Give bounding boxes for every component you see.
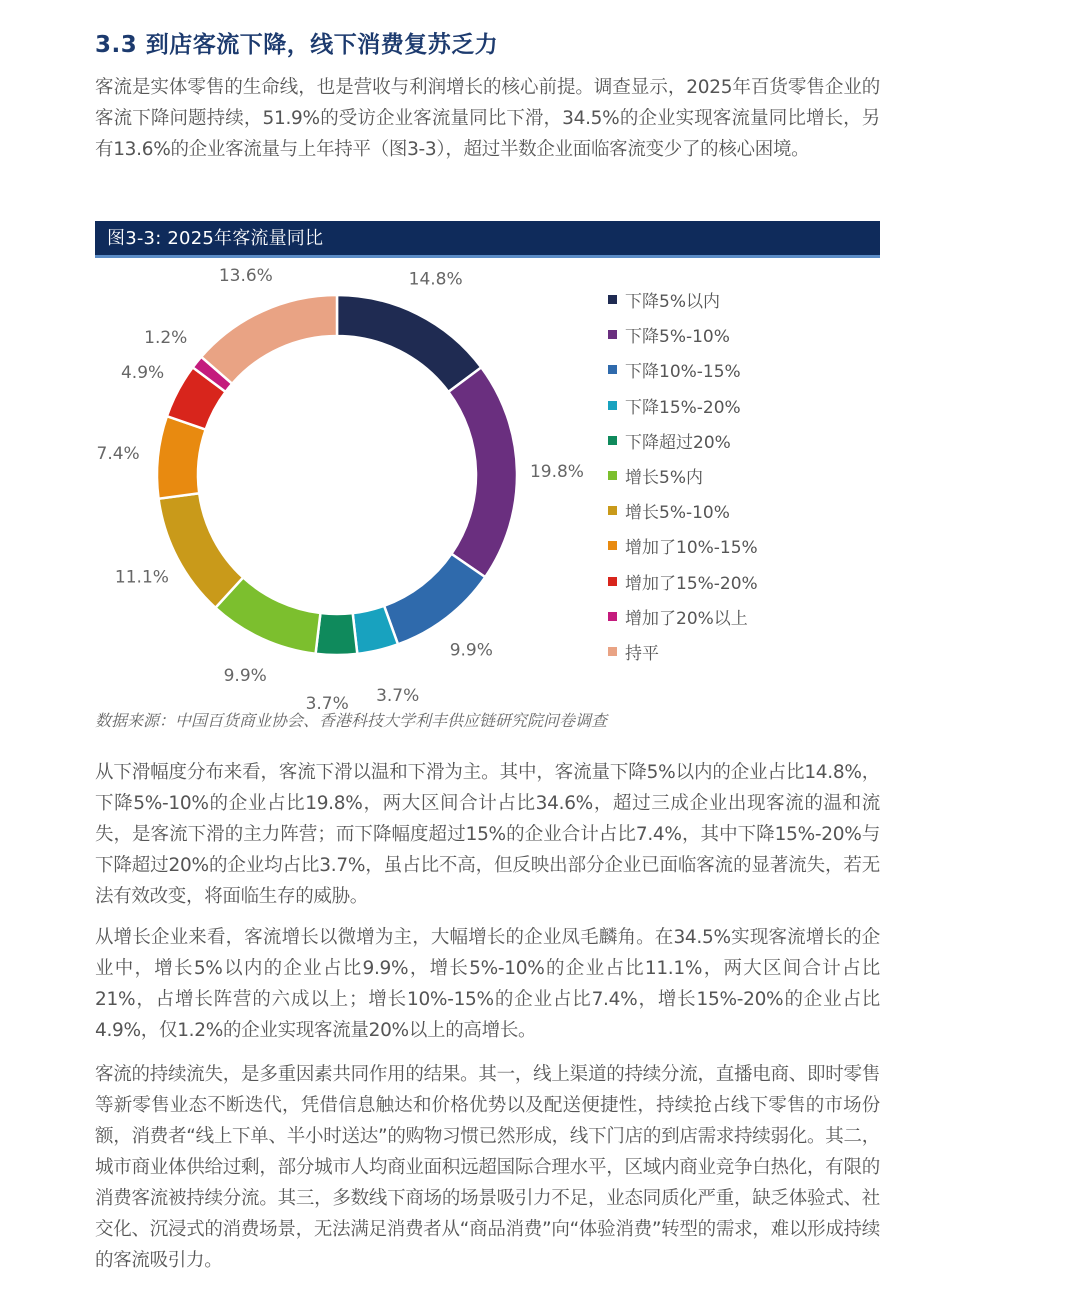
slice-label-7: 11.1%: [114, 567, 169, 588]
slice-label-10: 1.2%: [144, 327, 188, 348]
causes-paragraph: 客流的持续流失，是多重因素共同作用的结果。其一，线上渠道的持续分流，直播电商、即时零售等新零售业态不断迭代，凭借信息触达和价格优势以及配送便捷性，持续抢占线下零售的市场份额，消费者“线上下单、半小时送达”的购物习惯已然形成，线下门店的到店需求持续弱化。其二，城市商业体供给过剩，部分城市人均商业面积远超国际合理水平，区域内商业竞争白热化，有限的消费客流被持续分流。其三，多数线下商场的场景吸引力不足，业态同质化严重，缺乏体验式、社交化、沉浸式的消费场景，无法满足消费者从“商品消费”向“体验消费”转型的需求，难以形成持续的客流吸引力。: [95, 1064, 880, 1271]
legend-swatch: [608, 436, 617, 445]
donut-slice-3: [384, 554, 485, 645]
legend-label: 增加了10%-15%: [625, 538, 758, 559]
legend-label: 下降5%以内: [625, 292, 720, 313]
figure-title-bar: [95, 221, 880, 258]
legend-swatch: [608, 506, 617, 515]
donut-slice-11: [201, 295, 337, 384]
slice-label-8: 7.4%: [96, 443, 140, 464]
legend-item-1: [608, 282, 758, 317]
legend-label: 增长5%-10%: [625, 503, 730, 524]
legend-label: 持平: [625, 643, 659, 664]
legend-label: 增长5%内: [625, 468, 703, 489]
legend-item-4: [608, 388, 758, 423]
intro-paragraph: 客流是实体零售的生命线，也是营收与利润增长的核心前提。调查显示，2025年百货零售企业的客流下降问题持续，51.9%的受访企业客流量同比下滑，34.5%的企业实现客流量同比增长，另有13.6%的企业客流量与上年持平（图3-3），超过半数企业面临客流变少了的核心困境。: [95, 77, 880, 160]
legend-swatch: [608, 471, 617, 480]
legend-label: 下降10%-15%: [625, 362, 741, 383]
legend-swatch: [608, 577, 617, 586]
donut-slice-1: [337, 295, 481, 392]
slice-label-5: 3.7%: [305, 693, 349, 714]
slice-label-2: 19.8%: [529, 461, 584, 482]
legend-item-11: [608, 634, 758, 669]
decline-analysis-paragraph: 从下滑幅度分布来看，客流下滑以温和下滑为主。其中，客流量下降5%以内的企业占比14.8%，下降5%-10%的企业占比19.8%，两大区间合计占比34.6%，超过三成企业出现客流的温和流失，是客流下滑的主力阵营；而下降幅度超过15%的企业合计占比7.4%，其中下降15%-20%与下降超过20%的企业均占比3.7%，虽占比不高，但反映出部分企业已面临客流的显著流失，若无法有效改变，将面临生存的威胁。: [95, 762, 880, 907]
legend-item-2: [608, 317, 758, 352]
legend-label: 增加了20%以上: [625, 608, 748, 629]
donut-chart: [80, 262, 620, 714]
legend-label: 下降超过20%: [625, 432, 731, 453]
figure-source: 数据来源：中国百货商业协会、香港科技大学利丰供应链研究院问卷调查: [95, 711, 608, 730]
donut-slice-8: [157, 416, 206, 499]
slice-label-4: 3.7%: [376, 685, 420, 706]
legend-swatch: [608, 330, 617, 339]
legend-item-8: [608, 528, 758, 563]
legend-item-7: [608, 493, 758, 528]
legend-label: 下降15%-20%: [625, 397, 741, 418]
legend-swatch: [608, 365, 617, 374]
slice-label-3: 9.9%: [449, 640, 493, 661]
donut-slice-2: [448, 367, 517, 577]
legend-item-6: [608, 458, 758, 493]
legend-label: 下降5%-10%: [625, 327, 730, 348]
legend-item-10: [608, 599, 758, 634]
legend-item-9: [608, 564, 758, 599]
legend-item-3: [608, 352, 758, 387]
donut-slice-7: [159, 493, 244, 607]
legend-swatch: [608, 401, 617, 410]
slice-label-9: 4.9%: [120, 363, 165, 384]
legend-label: 增加了15%-20%: [625, 573, 758, 594]
chart-legend: [608, 282, 758, 669]
legend-swatch: [608, 295, 617, 304]
legend-swatch: [608, 647, 617, 656]
slice-label-11: 13.6%: [218, 265, 273, 286]
legend-swatch: [608, 541, 617, 550]
legend-swatch: [608, 612, 617, 621]
donut-slice-5: [316, 613, 358, 655]
growth-analysis-paragraph: 从增长企业来看，客流增长以微增为主，大幅增长的企业凤毛麟角。在34.5%实现客流增长的企业中，增长5%以内的企业占比9.9%，增长5%-10%的企业占比11.1%，两大区间合计占比21%，占增长阵营的六成以上；增长10%-15%的企业占比7.4%，增长15%-20%的企业占比4.9%，仅1.2%的企业实现客流量20%以上的高增长。: [95, 927, 880, 1041]
legend-item-5: [608, 423, 758, 458]
figure-title: 图3-3: 2025年客流量同比: [107, 228, 324, 249]
slice-label-6: 9.9%: [223, 665, 267, 686]
section-title: 3.3 到店客流下降，线下消费复苏乏力: [95, 32, 499, 58]
slice-label-1: 14.8%: [408, 269, 463, 290]
